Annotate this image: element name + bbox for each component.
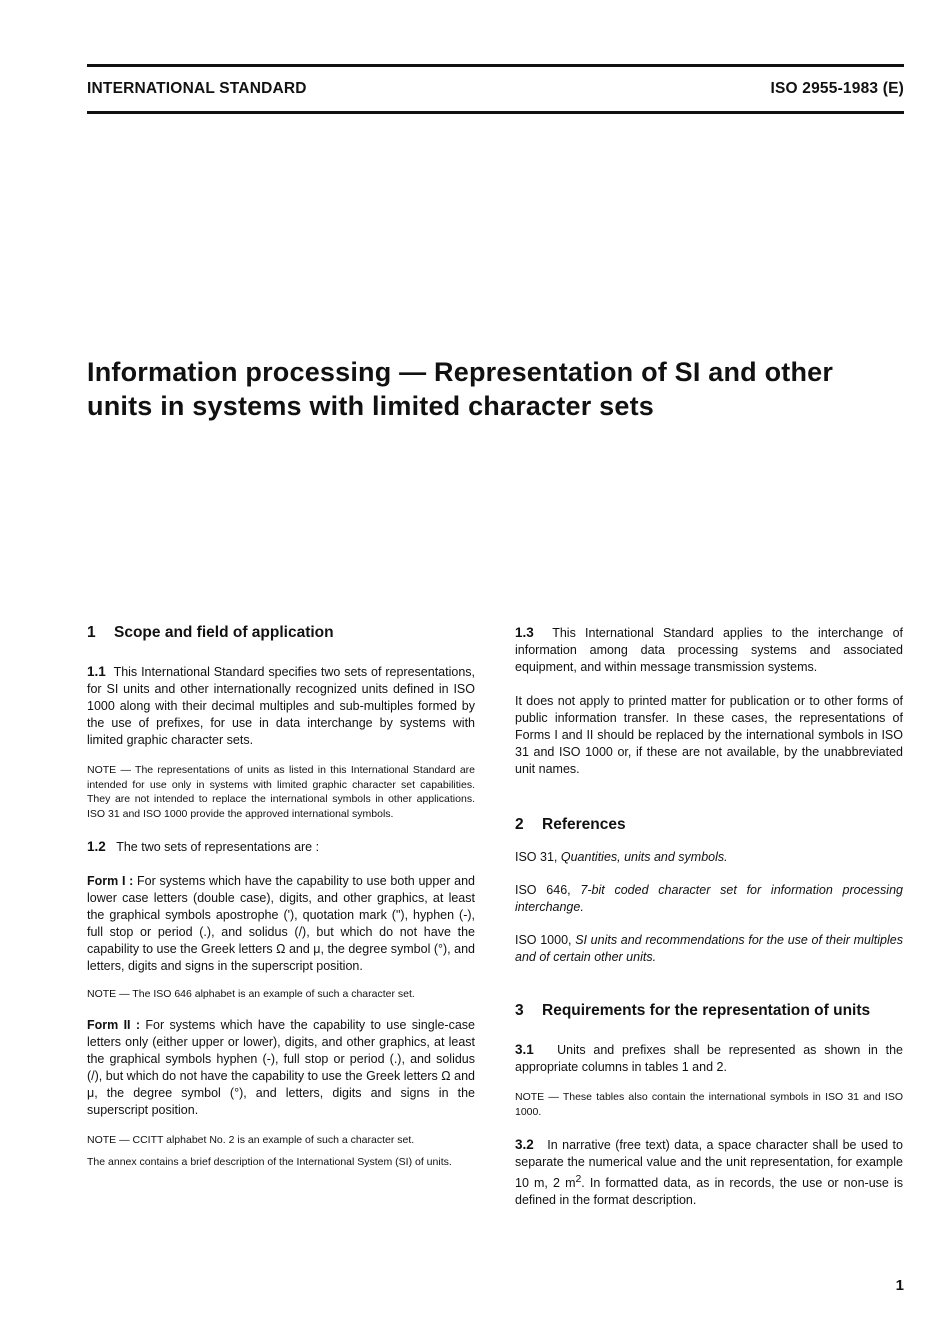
form-1-paragraph bbox=[87, 873, 475, 975]
paragraph-3-1 bbox=[515, 1041, 903, 1076]
section-3-heading bbox=[515, 1000, 903, 1021]
clause-text: This International Standard applies to the interchange of information among data processing systems and associated equipment, and within message transmission systems. bbox=[515, 626, 903, 674]
clause-number: 1.1 bbox=[87, 664, 106, 679]
form-text: For systems which have the capability to use single-case letters only (either upper or lower), digits, and other graphics, at least the graphical symbols hyphen (-), full stop or period (.), and solidus (/), but which do not have the capability to use the Greek letters Ω and μ, the degree symbol (°), and letters, digits and signs in the superscript position. bbox=[87, 1017, 475, 1117]
section-1-heading bbox=[87, 622, 475, 643]
clause-text-continued: . In formatted data, as in records, the use or non-use is defined in the format description. bbox=[515, 1176, 903, 1208]
paragraph-3-2 bbox=[515, 1136, 903, 1209]
header-document-id: ISO 2955-1983 (E) bbox=[770, 80, 904, 97]
note-iso646: NOTE — The ISO 646 alphabet is an example of such a character set. bbox=[87, 988, 415, 1000]
header-standard-label: INTERNATIONAL STANDARD bbox=[87, 80, 307, 97]
reference-iso-31 bbox=[515, 849, 903, 866]
section-title: Scope and field of application bbox=[114, 624, 334, 641]
annex-description: The annex contains a brief description of the International System (SI) of units. bbox=[87, 1156, 452, 1168]
page-number: 1 bbox=[895, 1277, 904, 1294]
section-number: 2 bbox=[515, 816, 524, 833]
reference-title: SI units and recommendations for the use of their multiples and of certain other units. bbox=[515, 933, 903, 964]
title-line-1: Information processing — Representation of SI and other bbox=[87, 357, 834, 387]
form-label: Form I : bbox=[87, 874, 134, 888]
reference-id: ISO 31, bbox=[515, 850, 558, 864]
form-text: For systems which have the capability to use both upper and lower case letters (double case), digits, and other graphics, at least the graphical symbols apostrophe ('), quotation mark ("), hyphen (-), full stop or period (.), and solidus (/), but which do not have the capability to use the Greek letters Ω and μ, the degree symbol (°), and letters, digits and signs in the superscript position. bbox=[87, 874, 475, 973]
reference-id: ISO 646, bbox=[515, 883, 571, 897]
superscript-2: 2 bbox=[575, 1174, 582, 1185]
paragraph-1-2 bbox=[87, 838, 475, 856]
paragraph-1-1 bbox=[87, 663, 475, 749]
reference-title: Quantities, units and symbols. bbox=[560, 850, 728, 864]
clause-number: 3.1 bbox=[515, 1042, 534, 1057]
top-rule bbox=[87, 64, 904, 67]
section-2-heading bbox=[515, 814, 903, 835]
clause-number: 1.3 bbox=[515, 625, 534, 640]
clause-text: The two sets of representations are : bbox=[116, 840, 320, 854]
note-tables: NOTE — These tables also contain the international symbols in ISO 31 and ISO 1000. bbox=[515, 1091, 903, 1118]
section-number: 3 bbox=[515, 1002, 524, 1019]
paragraph-1-3 bbox=[515, 624, 903, 676]
section-number: 1 bbox=[87, 624, 96, 641]
left-column bbox=[87, 620, 475, 1170]
reference-iso-646 bbox=[515, 882, 903, 916]
clause-text: This International Standard specifies two sets of representations, for SI units and other internationally recognized units defined in ISO 1000 along with their decimal multiples and sub-multiples formed by the use of prefixes, for use in data interchange by systems with limited graphic character sets. bbox=[87, 665, 475, 747]
reference-id: ISO 1000, bbox=[515, 933, 572, 947]
document-title bbox=[87, 355, 907, 423]
clause-text: Units and prefixes shall be represented as shown in the appropriate columns in tables 1 and 2. bbox=[515, 1043, 904, 1074]
reference-iso-1000 bbox=[515, 932, 903, 966]
header-rule bbox=[87, 111, 904, 114]
clause-text: In narrative (free text) data, a space character shall be used to separate the numerical value and the unit representation, for example 10 m, 2 m bbox=[515, 1138, 903, 1191]
form-label: Form II : bbox=[87, 1017, 141, 1032]
clause-number: 1.2 bbox=[87, 839, 106, 854]
note-ccitt: NOTE — CCITT alphabet No. 2 is an example of such a character set. bbox=[87, 1133, 415, 1146]
right-column bbox=[515, 620, 903, 1209]
section-title: Requirements for the representation of units bbox=[542, 1002, 871, 1019]
paragraph-scope-exclusion: It does not apply to printed matter for publication or to other forms of public information transfer. In these cases, the representations of Forms I and II should be replaced by the international symbols in ISO 31 and ISO 1000 or, if these are not available, by the unabbreviated unit names. bbox=[515, 694, 903, 776]
note-representations: NOTE — The representations of units as listed in this International Standard are intended for use only in systems with limited graphic character set capabilities. They are not intended to replace the international symbols in other applications. ISO 31 and ISO 1000 provide the approved international symbols. bbox=[87, 764, 475, 820]
reference-title: 7-bit coded character set for information processing interchange. bbox=[515, 883, 903, 914]
section-title: References bbox=[542, 816, 626, 833]
form-2-paragraph bbox=[87, 1017, 475, 1119]
title-line-2: units in systems with limited character sets bbox=[87, 391, 654, 421]
clause-number: 3.2 bbox=[515, 1137, 534, 1152]
